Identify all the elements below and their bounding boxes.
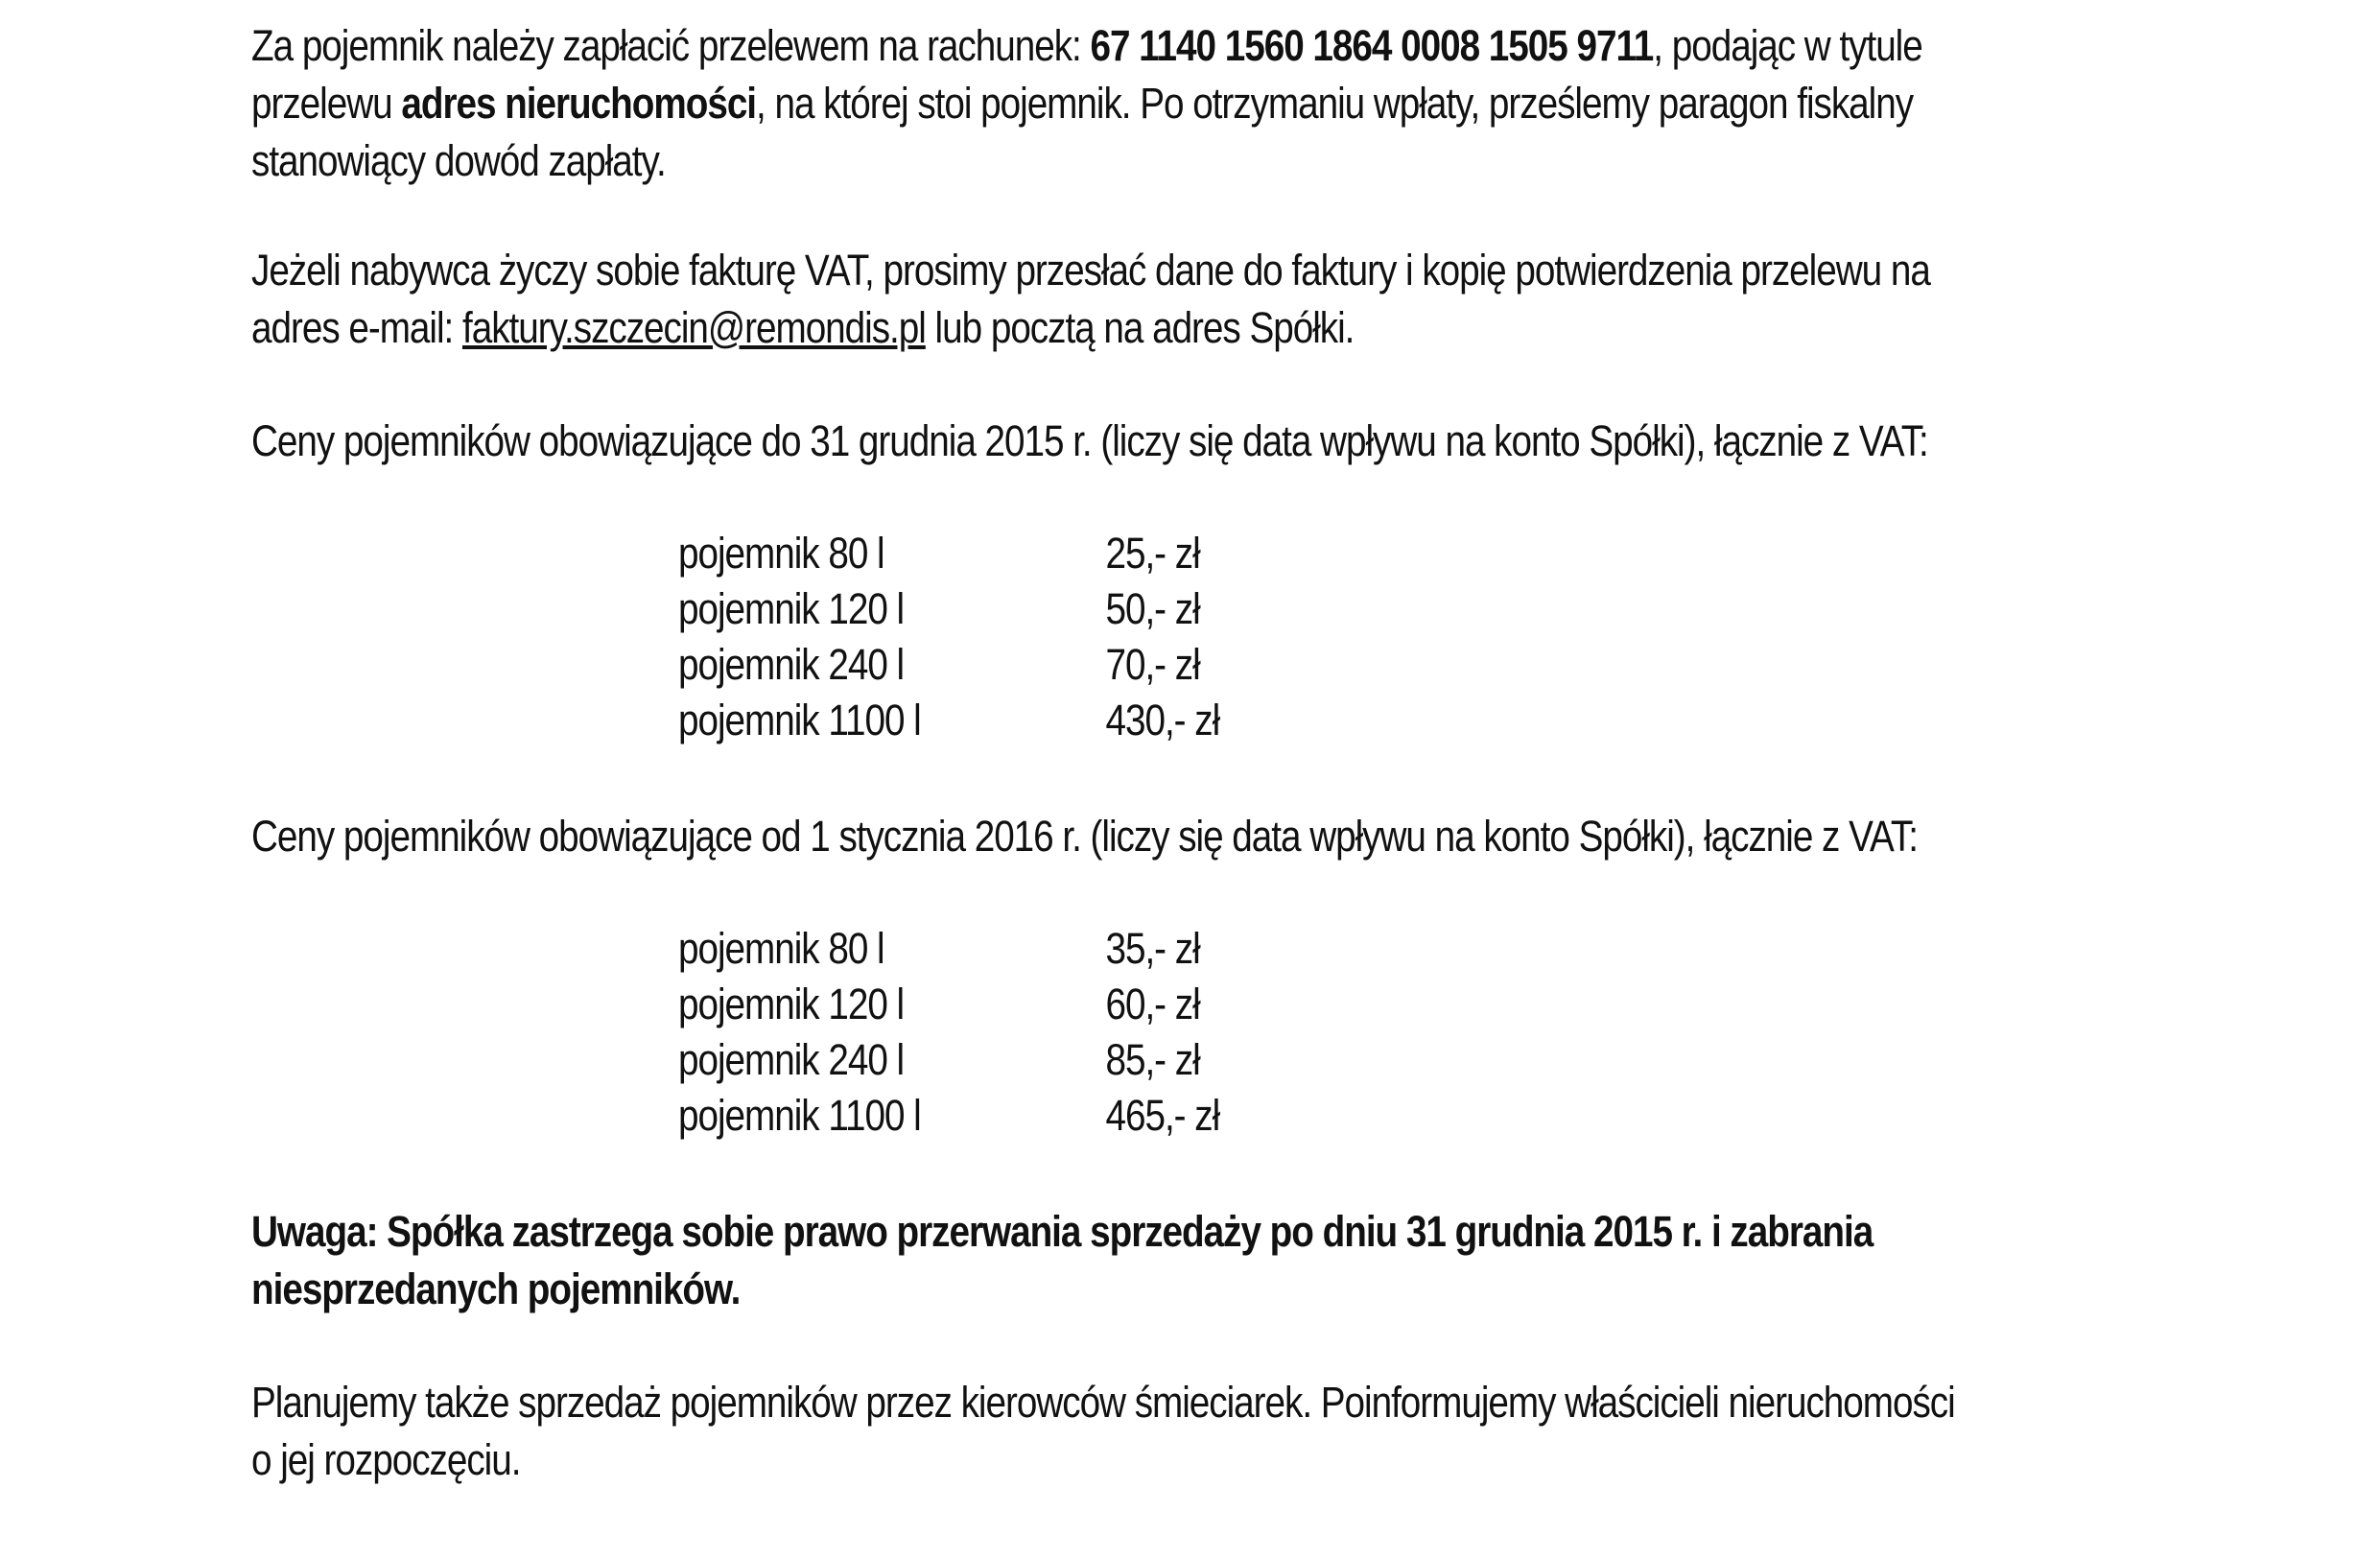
payment-text: przelewu — [251, 79, 402, 128]
table-row — [678, 581, 1270, 637]
sale-notice — [251, 1203, 1951, 1318]
prices-2016-heading — [251, 808, 1951, 865]
prices-2015-heading-text: Ceny pojemników obowiązujące do 31 grudnia 2015 r. (liczy się data wpływu na konto Spółki), łącznie z VAT: — [251, 416, 1928, 465]
container-size: pojemnik 1100 l — [678, 1091, 921, 1140]
payment-line-3: stanowiący dowód zapłaty. — [251, 136, 666, 185]
invoice-text: lub pocztą na adres Spółki. — [925, 303, 1355, 352]
container-size: pojemnik 120 l — [678, 980, 905, 1028]
future-sales-line-2: o jej rozpoczęciu. — [251, 1435, 521, 1484]
invoice-line-2 — [251, 299, 1951, 357]
payment-instructions — [251, 17, 1951, 190]
table-row — [678, 693, 1270, 748]
invoice-line-1: Jeżeli nabywca życzy sobie fakturę VAT, prosimy przesłać dane do faktury i kopię potwierdzenia przelewu na — [251, 246, 1930, 295]
container-size: pojemnik 1100 l — [678, 696, 921, 744]
container-size: pojemnik 240 l — [678, 640, 905, 689]
payment-text: , na której stoi pojemnik. Po otrzymaniu wpłaty, prześlemy paragon fiskalny — [756, 79, 1914, 128]
table-row — [678, 637, 1270, 693]
container-price: 35,- zł — [1105, 924, 1200, 973]
container-size: pojemnik 240 l — [678, 1035, 905, 1084]
payment-line-2 — [251, 75, 1951, 132]
container-price: 60,- zł — [1105, 980, 1200, 1028]
container-size: pojemnik 120 l — [678, 584, 905, 633]
container-price: 430,- zł — [1105, 696, 1220, 744]
container-price: 50,- zł — [1105, 584, 1200, 633]
container-price: 465,- zł — [1105, 1091, 1220, 1140]
payment-text: , podając w tytule — [1653, 21, 1922, 70]
invoice-text: adres e-mail: — [251, 303, 462, 352]
future-sales-line-1: Planujemy także sprzedaż pojemników przez kierowców śmieciarek. Poinformujemy właścicieli nieruchomości — [251, 1378, 1955, 1427]
table-row — [678, 977, 1270, 1032]
invoice-email-link[interactable]: faktury.szczecin@remondis.pl — [461, 303, 926, 352]
container-price: 25,- zł — [1105, 529, 1200, 578]
payment-line-1 — [251, 17, 1951, 75]
table-row — [678, 1088, 1270, 1144]
prices-2016-table — [678, 921, 1270, 1144]
payment-text: Za pojemnik należy zapłacić przelewem na rachunek: — [251, 21, 1091, 70]
table-row — [678, 526, 1270, 581]
future-sales-info — [251, 1374, 1955, 1489]
container-price: 70,- zł — [1105, 640, 1200, 689]
invoice-instructions — [251, 242, 1951, 357]
table-row — [678, 921, 1270, 977]
container-size: pojemnik 80 l — [678, 529, 884, 578]
prices-2015-table — [678, 526, 1270, 748]
container-price: 85,- zł — [1105, 1035, 1200, 1084]
prices-2016-heading-text: Ceny pojemników obowiązujące od 1 stycznia 2016 r. (liczy się data wpływu na konto Spółki), łącznie z VAT: — [251, 812, 1918, 861]
address-phrase: adres nieruchomości — [401, 79, 757, 128]
sale-notice-line-2: niesprzedanych pojemników. — [251, 1264, 741, 1313]
container-size: pojemnik 80 l — [678, 924, 884, 973]
table-row — [678, 1032, 1270, 1088]
bank-account-number: 67 1140 1560 1864 0008 1505 9711 — [1090, 21, 1654, 70]
prices-2015-heading — [251, 413, 1951, 470]
sale-notice-line-1: Uwaga: Spółka zastrzega sobie prawo przerwania sprzedaży po dniu 31 grudnia 2015 r. i zabrania — [251, 1207, 1873, 1256]
